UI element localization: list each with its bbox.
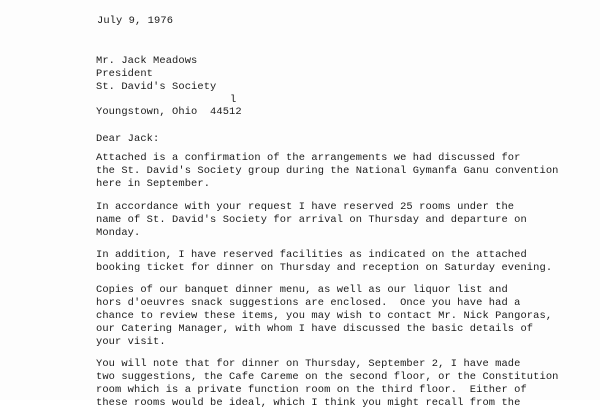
body-line: name of St. David's Society for arrival on Thursday and departure on [96,214,527,226]
body-line: chance to review these items, you may wish to contact Mr. Nick Pangoras, [96,310,553,322]
body-line: In accordance with your request I have reserved 25 rooms under the [96,201,515,213]
body-line: your visit. [96,336,166,348]
body-line: You will note that for dinner on Thursday, September 2, I have made [96,358,521,370]
recipient-name: Mr. Jack Meadows [96,55,198,67]
body-line: Attached is a confirmation of the arrangements we had discussed for [96,152,521,164]
letter-date: July 9, 1976 [97,15,174,27]
recipient-title: President [96,68,154,80]
recipient-city-line: Youngstown, Ohio 44512 [96,106,242,118]
body-line: Copies of our banquet dinner menu, as well as our liquor list and [96,284,508,296]
body-line: In addition, I have reserved facilities as indicated on the attached [96,249,527,261]
body-line: here in September. [96,178,211,190]
body-line: booking ticket for dinner on Thursday and reception on Saturday evening. [96,262,553,274]
body-line: Monday. [96,227,141,239]
body-line: two suggestions, the Cafe Careme on the second floor, or the Constitution [96,371,559,383]
recipient-organization: St. David's Society [96,81,217,93]
body-line: room which is a private function room on the third floor. Either of [96,384,527,396]
body-line: the St. David's Society group during the National Gymanfa Ganu convention [96,165,559,177]
body-line: our Catering Manager, with whom I have discussed the basic details of [96,323,534,335]
body-line: these rooms would be ideal, which I think you might recall from the [96,397,521,409]
body-line: hors d'oeuvres snack suggestions are enclosed. Once you have had a [96,297,521,309]
salutation: Dear Jack: [96,133,160,145]
recipient-street-fragment: l [230,94,237,106]
